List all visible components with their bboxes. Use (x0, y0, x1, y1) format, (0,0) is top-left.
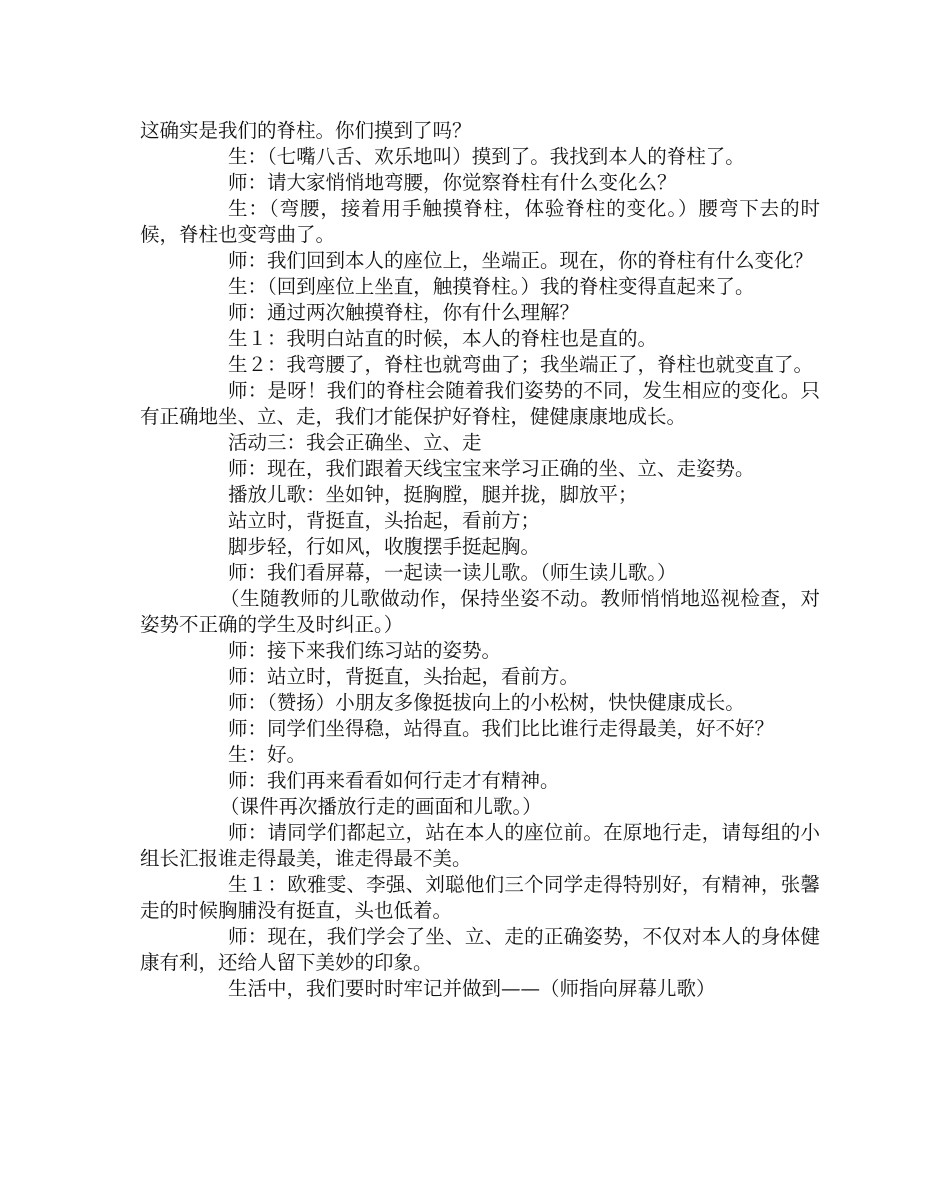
document-body (140, 118, 820, 1002)
nursery-rhyme-line: 脚步轻，行如风，收腹摆手挺起胸。 (228, 535, 541, 558)
paragraph: 师：现在，我们学会了坐、立、走的正确姿势，不仅对本人的身体健康有利，还给人留下美妙的印象。 (140, 925, 820, 974)
paragraph: 生：（回到座位上坐直，触摸脊柱。）我的脊柱变得直起来了。 (228, 275, 755, 298)
stage-direction: （课件再次播放行走的画面和儿歌。） (220, 795, 542, 818)
stage-direction: （生随教师的儿歌做动作，保持坐姿不动。教师悄悄地巡视检查，对姿势不正确的学生及时纠正。） (140, 587, 820, 636)
paragraph: 生１：我明白站直的时候，本人的脊柱也是直的。 (228, 327, 658, 350)
nursery-rhyme-line: 播放儿歌：坐如钟，挺胸膛，腿并拢，脚放平； (228, 483, 638, 506)
paragraph: 生１：欧雅雯、李强、刘聪他们三个同学走得特别好，有精神，张馨走的时候胸脯没有挺直，头也低着。 (140, 873, 820, 922)
paragraph: 师：请同学们都起立，站在本人的座位前。在原地行走，请每组的小组长汇报谁走得最美，谁走得最不美。 (140, 821, 820, 870)
paragraph: 师：我们再来看看如何行走才有精神。 (228, 769, 560, 792)
paragraph: 师：通过两次触摸脊柱，你有什么理解？ (228, 301, 580, 324)
paragraph: 师：我们看屏幕，一起读一读儿歌。（师生读儿歌。） (228, 561, 677, 584)
paragraph: 生２：我弯腰了，脊柱也就弯曲了；我坐端正了，脊柱也就变直了。 (228, 353, 814, 376)
nursery-rhyme-line: 站立时，背挺直，头抬起，看前方； (228, 509, 541, 532)
paragraph: 这确实是我们的脊柱。你们摸到了吗？ (140, 119, 472, 142)
paragraph: 师：请大家悄悄地弯腰，你觉察脊柱有什么变化么？ (228, 171, 677, 194)
paragraph: 师：现在，我们跟着天线宝宝来学习正确的坐、立、走姿势。 (228, 457, 755, 480)
paragraph: 师：同学们坐得稳，站得直。我们比比谁行走得最美，好不好？ (228, 717, 775, 740)
paragraph: 师：我们回到本人的座位上，坐端正。现在，你的脊柱有什么变化？ (228, 249, 814, 272)
paragraph: 师：接下来我们练习站的姿势。 (228, 639, 502, 662)
paragraph: 生活中，我们要时时牢记并做到——（师指向屏幕儿歌） (228, 977, 716, 1000)
paragraph: 生：（七嘴八舌、欢乐地叫）摸到了。我找到本人的脊柱了。 (228, 145, 745, 168)
paragraph: 师：站立时，背挺直，头抬起，看前方。 (228, 665, 580, 688)
paragraph: 师：（赞扬）小朋友多像挺拔向上的小松树，快快健康成长。 (228, 691, 745, 714)
paragraph: 生：好。 (228, 743, 307, 766)
section-heading: 活动三：我会正确坐、立、走 (228, 431, 482, 454)
paragraph: 师：是呀！我们的脊柱会随着我们姿势的不同，发生相应的变化。只有正确地坐、立、走，我们才能保护好脊柱，健健康康地成长。 (140, 379, 820, 428)
paragraph: 生：（弯腰，接着用手触摸脊柱，体验脊柱的变化。）腰弯下去的时候，脊柱也变弯曲了。 (140, 197, 820, 246)
